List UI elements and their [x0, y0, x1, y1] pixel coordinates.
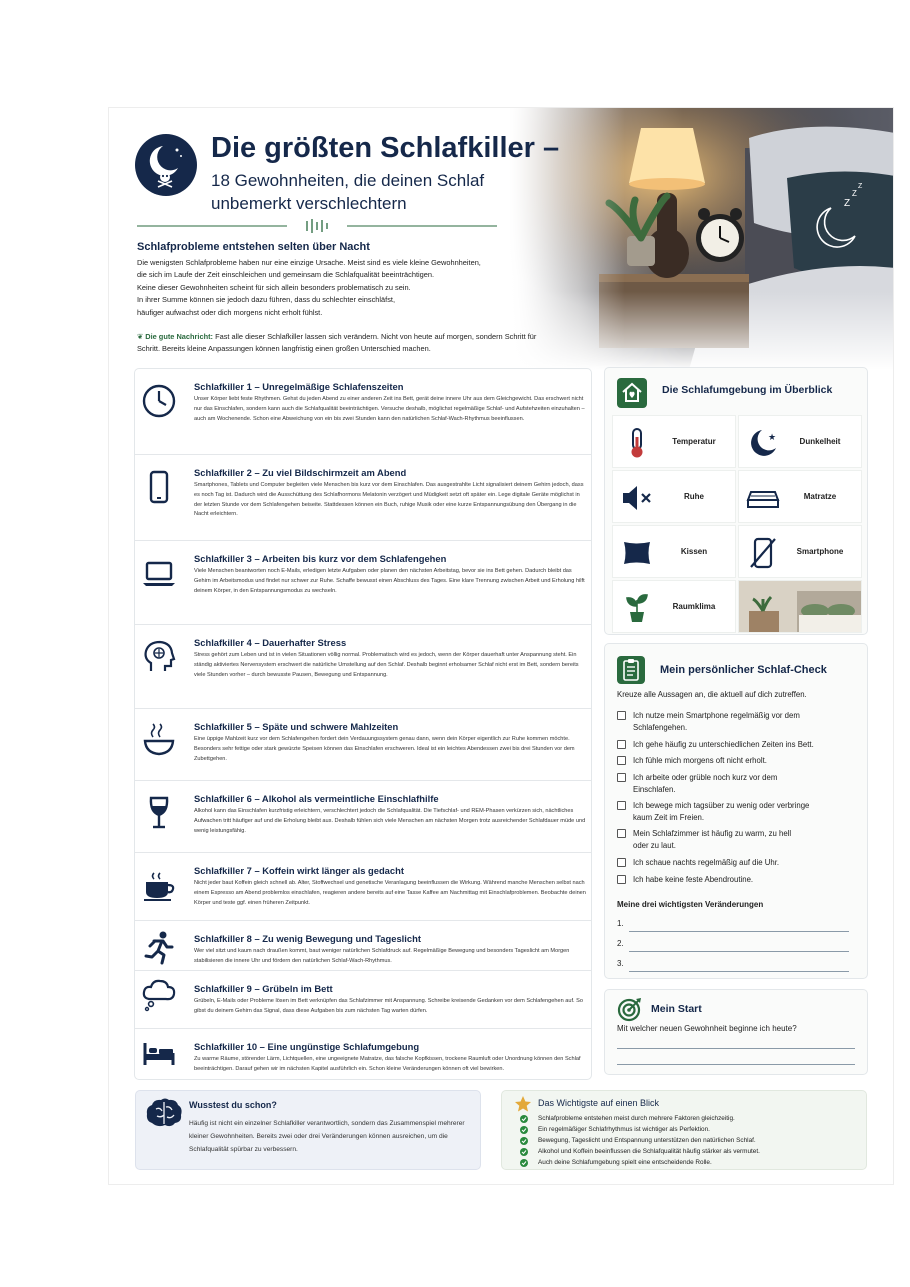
good-news [137, 331, 537, 356]
check-item[interactable] [617, 739, 857, 751]
killer-title: Schlafkiller 1 – Unregelmäßige Schlafenszeiten [194, 381, 404, 392]
ornament-divider [137, 218, 497, 234]
mein-start-title: Mein Start [651, 1003, 702, 1015]
killer-item [135, 369, 591, 455]
running-person-icon [141, 929, 177, 965]
changes-title: Meine drei wichtigsten Veränderungen [617, 900, 764, 909]
killer-text: Stress gehört zum Leben und ist in vielen Situationen völlig normal. Problematisch wird es jedoch, wenn der Körper dauerhaft unter Anspannung steht. Ein ständig aktiviertes Nervensystem erschwert die natürliche Umstellung auf den Schlaf. Deshalb beginnt erholsamer Schlaf nicht erst im Bett, sondern bereits viele Stunden vorher – durch bewusste Pausen, Bewegung und Entspannung. [194, 652, 579, 678]
clock-icon [141, 383, 177, 419]
killer-title: Schlafkiller 7 – Koffein wirkt länger als gedacht [194, 865, 404, 876]
env-label: Kissen [680, 547, 708, 556]
target-icon [617, 996, 643, 1022]
killer-text: Eine üppige Mahlzeit kurz vor dem Schlafengehen fordert dein Verdauungssystem genau dann, wenn dein Körper eigentlich zur Ruhe kommen möchte. Besonders sehr fettige oder stark gewürzte Speisen können das Einschlafen erschweren. Ideal ist ein leichtes Abendessen zwei bis drei Stunden vor dem Zubettgehen. [194, 736, 575, 762]
killer-title: Schlafkiller 8 – Zu wenig Bewegung und Tageslicht [194, 933, 421, 944]
killer-item [135, 853, 591, 921]
check-item[interactable] [617, 874, 857, 886]
summary-text: Alkohol und Koffein beeinflussen die Schlafqualität häufig stärker als vermutet. [538, 1148, 760, 1155]
thought-cloud-icon [141, 977, 177, 1013]
env-item [612, 580, 736, 633]
killer-text: Grübeln, E-Mails oder Probleme lösen im Bett verknüpfen das Schlafzimmer mit Anspannung. Schreibe kreisende Gedanken vor dem Schlafengehen auf. So gibst du deinem Gehirn das Signal, dass diese Aufgaben bis zum nächsten Tag warten dürfen. [194, 998, 583, 1014]
check-circle-icon [520, 1148, 528, 1156]
intro-line: Keine dieser Gewohnheiten scheint für sich allein besonders problematisch zu sein. [137, 282, 411, 292]
killer-text: Nicht jeder baut Koffein gleich schnell ab. Alter, Stoffwechsel und genetische Veranlagung beeinflussen die Wirkung. Während manche Menschen selbst nach einem Espresso am Abend problemlos einschlafen, reagieren andere bereits auf eine Tasse Kaffee am Nachmittag mit Einschlafproblemen. Beobachte deinen Körper und teste ggf. einen früheren Zeitpunkt. [194, 880, 586, 906]
killer-text: Zu warme Räume, störender Lärm, Lichtquellen, eine ungeeignete Matratze, das falsche Kopfkissen, trockene Raumluft oder Unordnung können den Schlaf beeinträchtigen. Darauf gehen wir im nächsten Kapitel ausführlich ein. Schon kleine Veränderungen können oft viel bewirken. [194, 1056, 581, 1072]
killer-item [135, 971, 591, 1029]
stress-head-icon [141, 639, 177, 675]
env-label: Raumklima [672, 602, 716, 611]
bowl-icon [141, 723, 177, 759]
mein-start-question: Mit welcher neuen Gewohnheit beginne ich heute? [617, 1024, 797, 1033]
leaf-icon: ❦ [137, 332, 146, 341]
env-item [738, 470, 862, 523]
bedroom-thumbnail [738, 580, 862, 633]
checkbox[interactable] [617, 711, 626, 720]
change-line[interactable] [617, 959, 853, 971]
worksheet-page [108, 107, 894, 1185]
killer-item [135, 455, 591, 541]
killer-item [135, 541, 591, 625]
change-line[interactable] [617, 939, 853, 951]
good-news-label: Die gute Nachricht: [145, 332, 214, 341]
check-item-label: Ich fühle mich morgens oft nicht erholt. [633, 756, 767, 765]
wichtigste-title: Das Wichtigste auf einen Blick [538, 1098, 660, 1108]
env-item [612, 470, 736, 523]
env-item [738, 525, 862, 578]
summary-text: Bewegung, Tageslicht und Entspannung unterstützen den natürlichen Schlaf. [538, 1137, 756, 1144]
killer-item [135, 1029, 591, 1080]
check-item[interactable] [617, 800, 857, 824]
env-item [612, 415, 736, 468]
page-title: Die größten Schlafkiller – [211, 132, 560, 164]
checkbox[interactable] [617, 801, 626, 810]
killer-title: Schlafkiller 2 – Zu viel Bildschirmzeit am Abend [194, 467, 407, 478]
schlafumgebung-panel [604, 367, 868, 635]
schlafkiller-list [134, 368, 592, 1080]
killer-text: Smartphones, Tablets und Computer begleiten viele Menschen bis kurz vor dem Einschlafen. Das ausgestrahlte Licht signalisiert deinem Gehirn jedoch, dass es noch Tag ist. Dadurch wird die Ausschüttung des Schlafhormons Melatonin verzögert und Müdigkeit setzt oft später ein. Lege digitale Geräte möglichst in der letzten Stunde vor dem Schlafengehen beiseite. Stattdessen können ein Buch, ruhige Musik oder eine kurze Entspannungsübung den Übergang in die Nacht erleichtern. [194, 482, 584, 518]
check-item[interactable] [617, 755, 857, 767]
check-item[interactable] [617, 772, 857, 796]
schlaf-check-intro: Kreuze alle Aussagen an, die aktuell auf dich zutreffen. [617, 690, 807, 699]
summary-text: Ein regelmäßiger Schlafrhythmus ist wichtiger als Perfektion. [538, 1126, 710, 1133]
moon-skull-logo-icon [135, 134, 197, 196]
killer-title: Schlafkiller 10 – Eine ungünstige Schlafumgebung [194, 1041, 420, 1052]
killer-text: Unser Körper liebt feste Rhythmen. Gehst du jeden Abend zu einer anderen Zeit ins Bett, gerät deine innere Uhr aus dem Gleichgewicht. Das erschwert nicht nur das Einschlafen, sondern kann auch die Schlafqualität beeinträchtigen. Versuche deshalb, möglichst regelmäßige Schlaf- und Aufstehzeiten einzuhalten – auch am Wochenende. Schon eine Abweichung von ein bis zwei Stunden kann den natürlichen Schlaf-Wach-Rhythmus beeinflussen. [194, 396, 585, 422]
killer-item [135, 625, 591, 709]
summary-text: Auch deine Schlafumgebung spielt eine entscheidende Rolle. [538, 1159, 712, 1166]
check-circle-icon [520, 1137, 528, 1145]
check-circle-icon [520, 1126, 528, 1134]
checkbox[interactable] [617, 875, 626, 884]
mein-start-panel [604, 989, 868, 1075]
checkbox[interactable] [617, 773, 626, 782]
smartphone-icon [141, 469, 177, 505]
intro-line: Die wenigsten Schlafprobleme haben nur eine einzige Ursache. Meist sind es viele kleine Gewohnheiten, [137, 258, 481, 267]
checkbox[interactable] [617, 740, 626, 749]
good-news-text: Fast alle dieser Schlafkiller lassen sich verändern. Nicht von heute auf morgen, sondern Schritt für Schritt. Bereits kleine Anpassungen können langfristig einen großen Unterschied machen. [137, 332, 537, 354]
env-label: Dunkelheit [799, 437, 841, 446]
line-number: 2. [617, 939, 624, 948]
intro-heading: Schlafprobleme entstehen selten über Nacht [137, 241, 370, 253]
brain-icon [144, 1097, 184, 1129]
check-item[interactable] [617, 857, 857, 869]
line-number: 1. [617, 919, 624, 928]
killer-title: Schlafkiller 6 – Alkohol als vermeintliche Einschlafhilfe [194, 793, 439, 804]
schlaf-check-title: Mein persönlicher Schlaf-Check [660, 664, 827, 676]
clipboard-icon [617, 656, 645, 684]
laptop-icon [141, 555, 177, 591]
page-subtitle: 18 Gewohnheiten, die deinen Schlaf unbemerkt verschlechtern [211, 171, 485, 213]
check-item[interactable] [617, 828, 857, 852]
env-item [738, 415, 862, 468]
wusstest-du-schon-text: Häufig ist nicht ein einzelner Schlafkiller verantwortlich, sondern das Zusammenspiel mehrerer kleiner Gewohnheiten. Bereits zwei oder drei Veränderungen können ausreichen, um die Schlafqualität spürbar zu verbessern. [189, 1120, 465, 1153]
env-label: Temperatur [672, 437, 716, 446]
bed-icon [141, 1035, 177, 1071]
checkbox[interactable] [617, 858, 626, 867]
intro-line: In ihrer Summe können sie jedoch dazu führen, dass du schlechter einschläfst, [137, 295, 395, 305]
killer-title: Schlafkiller 4 – Dauerhafter Stress [194, 637, 347, 648]
check-item-label: Ich gehe häufig zu unterschiedlichen Zeiten ins Bett. [633, 740, 814, 749]
check-circle-icon [520, 1115, 528, 1123]
bedroom-photo [509, 108, 894, 370]
schlafumgebung-grid [612, 415, 862, 631]
schlafumgebung-title: Die Schlafumgebung im Überblick [662, 384, 833, 396]
env-item [612, 525, 736, 578]
wusstest-du-schon-box [135, 1090, 481, 1170]
killer-text: Alkohol kann das Einschlafen kurzfristig erleichtern, verschlechtert jedoch die Schlafqualität. Die Tiefschlaf- und REM-Phasen verkürzen sich, nächtliches Aufwachen tritt häufiger auf und die Erholung bleibt aus. Deshalb fühlen sich viele Menschen am nächsten Morgen trotz ausreichender Schlafdauer müde und wenig leistungsfähig. [194, 808, 586, 834]
star-icon [514, 1095, 532, 1113]
coffee-cup-icon [141, 867, 177, 903]
killer-item [135, 921, 591, 971]
change-line[interactable] [617, 919, 853, 931]
intro-text [137, 257, 537, 319]
wusstest-du-schon-title: Wusstest du schon? [189, 1100, 277, 1110]
answer-line[interactable] [617, 1048, 855, 1049]
intro-line: die sich im Laufe der Zeit einschleichen und gemeinsam die Schlafqualität beeinträchtigen. [137, 270, 435, 280]
killer-title: Schlafkiller 3 – Arbeiten bis kurz vor dem Schlafengehen [194, 553, 447, 564]
intro-line: häufiger aufwachst oder dich morgens nicht erholt fühlst. [137, 307, 323, 317]
wine-glass-icon [141, 795, 177, 831]
env-label: Ruhe [684, 492, 704, 501]
svg-text:★: ★ [768, 433, 777, 443]
env-label: Smartphone [796, 547, 844, 556]
check-item-label: Ich nutze mein Smartphone regelmäßig vor dem Schlafengehen. [633, 711, 800, 732]
wichtigste-box [501, 1090, 867, 1170]
check-item-label: Mein Schlafzimmer ist häufig zu warm, zu hell oder zu laut. [633, 829, 792, 850]
check-item[interactable] [617, 710, 857, 734]
killer-text: Wer viel sitzt und kaum nach draußen kommt, baut weniger natürlichen Schlafdruck auf. Regelmäßige Bewegung und besonders Tageslicht am Morgen stabilisieren die innere Uhr und fördern den natürlichen Schlaf-Wach-Rhythmus. [194, 948, 570, 964]
killer-title: Schlafkiller 5 – Späte und schwere Mahlzeiten [194, 721, 399, 732]
line-number: 3. [617, 959, 624, 968]
check-item-label: Ich bewege mich tagsüber zu wenig oder verbringe kaum Zeit im Freien. [633, 801, 810, 822]
answer-line[interactable] [617, 1064, 855, 1065]
checkbox[interactable] [617, 829, 626, 838]
checkbox[interactable] [617, 756, 626, 765]
killer-title: Schlafkiller 9 – Grübeln im Bett [194, 983, 333, 994]
check-circle-icon [520, 1159, 528, 1167]
summary-text: Schlafprobleme entstehen meist durch mehrere Faktoren gleichzeitig. [538, 1115, 735, 1122]
schlaf-check-panel [604, 643, 868, 979]
env-label: Matratze [803, 492, 837, 501]
killer-text: Viele Menschen beantworten noch E-Mails, erledigen letzte Aufgaben oder planen den nächsten Arbeitstag, bevor sie ins Bett gehen. Dadurch bleibt das Gehirn im Arbeitsmodus und findet nur schwer zur Ruhe. Schaffe bewusst einen Abschluss des Tages. Eine klare Trennung zwischen Arbeit und Erholung hilft deinem Körper, in den Entspannungsmodus zu wechseln. [194, 568, 585, 594]
killer-item [135, 781, 591, 853]
check-item-label: Ich schaue nachts regelmäßig auf die Uhr. [633, 858, 780, 867]
check-item-label: Ich habe keine feste Abendroutine. [633, 875, 754, 884]
house-icon [617, 378, 647, 408]
killer-item [135, 709, 591, 781]
check-item-label: Ich arbeite oder grüble noch kurz vor dem Einschlafen. [633, 773, 778, 794]
